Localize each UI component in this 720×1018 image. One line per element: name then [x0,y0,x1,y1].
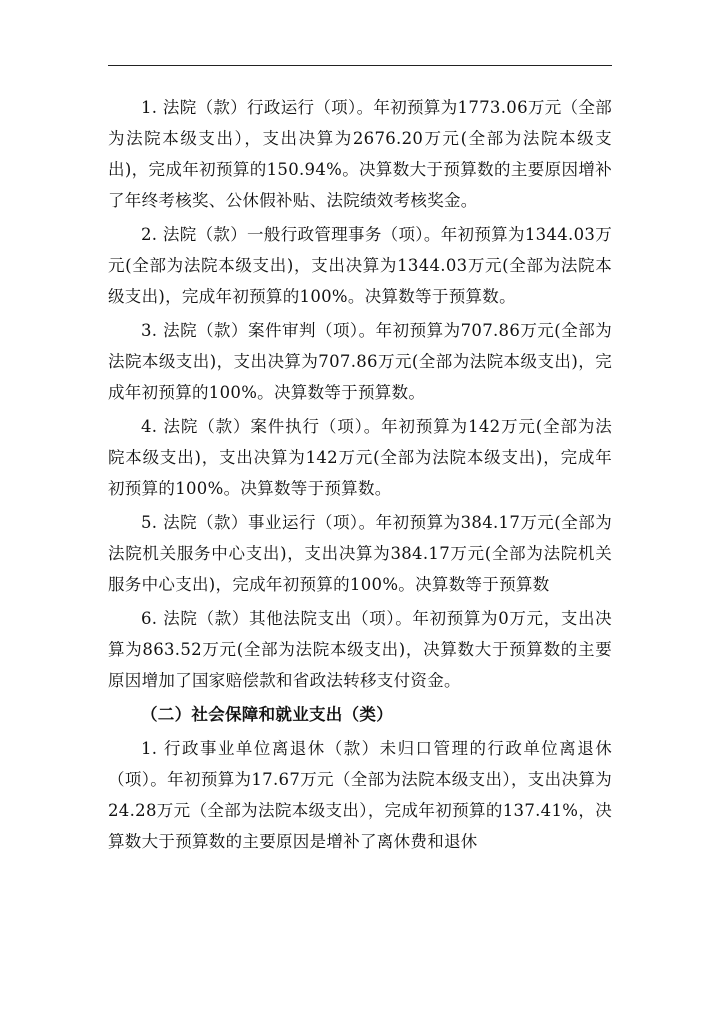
paragraph-court-public-service: 5. 法院（款）事业运行（项）。年初预算为384.17万元(全部为法院机关服务中心支出)，支出决算为384.17万元(全部为法院机关服务中心支出)，完成年初预算的100%。决算数等于预算数 [108,513,612,594]
paragraph-court-admin-operation: 1. 法院（款）行政运行（项）。年初预算为1773.06万元（全部为法院本级支出），支出决算为2676.20万元(全部为法院本级支出)，完成年初预算的150.94%。决算数大于预算数的主要原因增补了年终考核奖、公休假补贴、法院绩效考核奖金。 [108,98,612,210]
paragraph-retirement-expenses: 1. 行政事业单位离退休（款）未归口管理的行政单位离退休（项）。年初预算为17.67万元（全部为法院本级支出），支出决算为24.28万元（全部为法院本级支出），完成年初预算的137.41%，决算数大于预算数的主要原因是增补了离休费和退休 [108,739,612,851]
section-heading-social-security: （二）社会保障和就业支出（类） [141,705,393,724]
paragraph-court-other-expenses: 6. 法院（款）其他法院支出（项）。年初预算为0万元，支出决算为863.52万元(全部为法院本级支出)，决算数大于预算数的主要原因增加了国家赔偿款和省政法转移支付资金。 [108,609,612,690]
document-body [108,92,612,857]
paragraph-court-general-admin: 2. 法院（款）一般行政管理事务（项）。年初预算为1344.03万元(全部为法院本级支出)，支出决算为1344.03万元(全部为法院本级支出)，完成年初预算的100%。决算数等于预算数。 [108,225,612,306]
paragraph-court-case-trial: 3. 法院（款）案件审判（项）。年初预算为707.86万元(全部为法院本级支出)，支出决算为707.86万元(全部为法院本级支出)，完成年初预算的100%。决算数等于预算数。 [108,321,612,402]
header-rule [108,65,612,66]
paragraph-court-case-execution: 4. 法院（款）案件执行（项）。年初预算为142万元(全部为法院本级支出)，支出决算为142万元(全部为法院本级支出)，完成年初预算的100%。决算数等于预算数。 [108,417,612,498]
